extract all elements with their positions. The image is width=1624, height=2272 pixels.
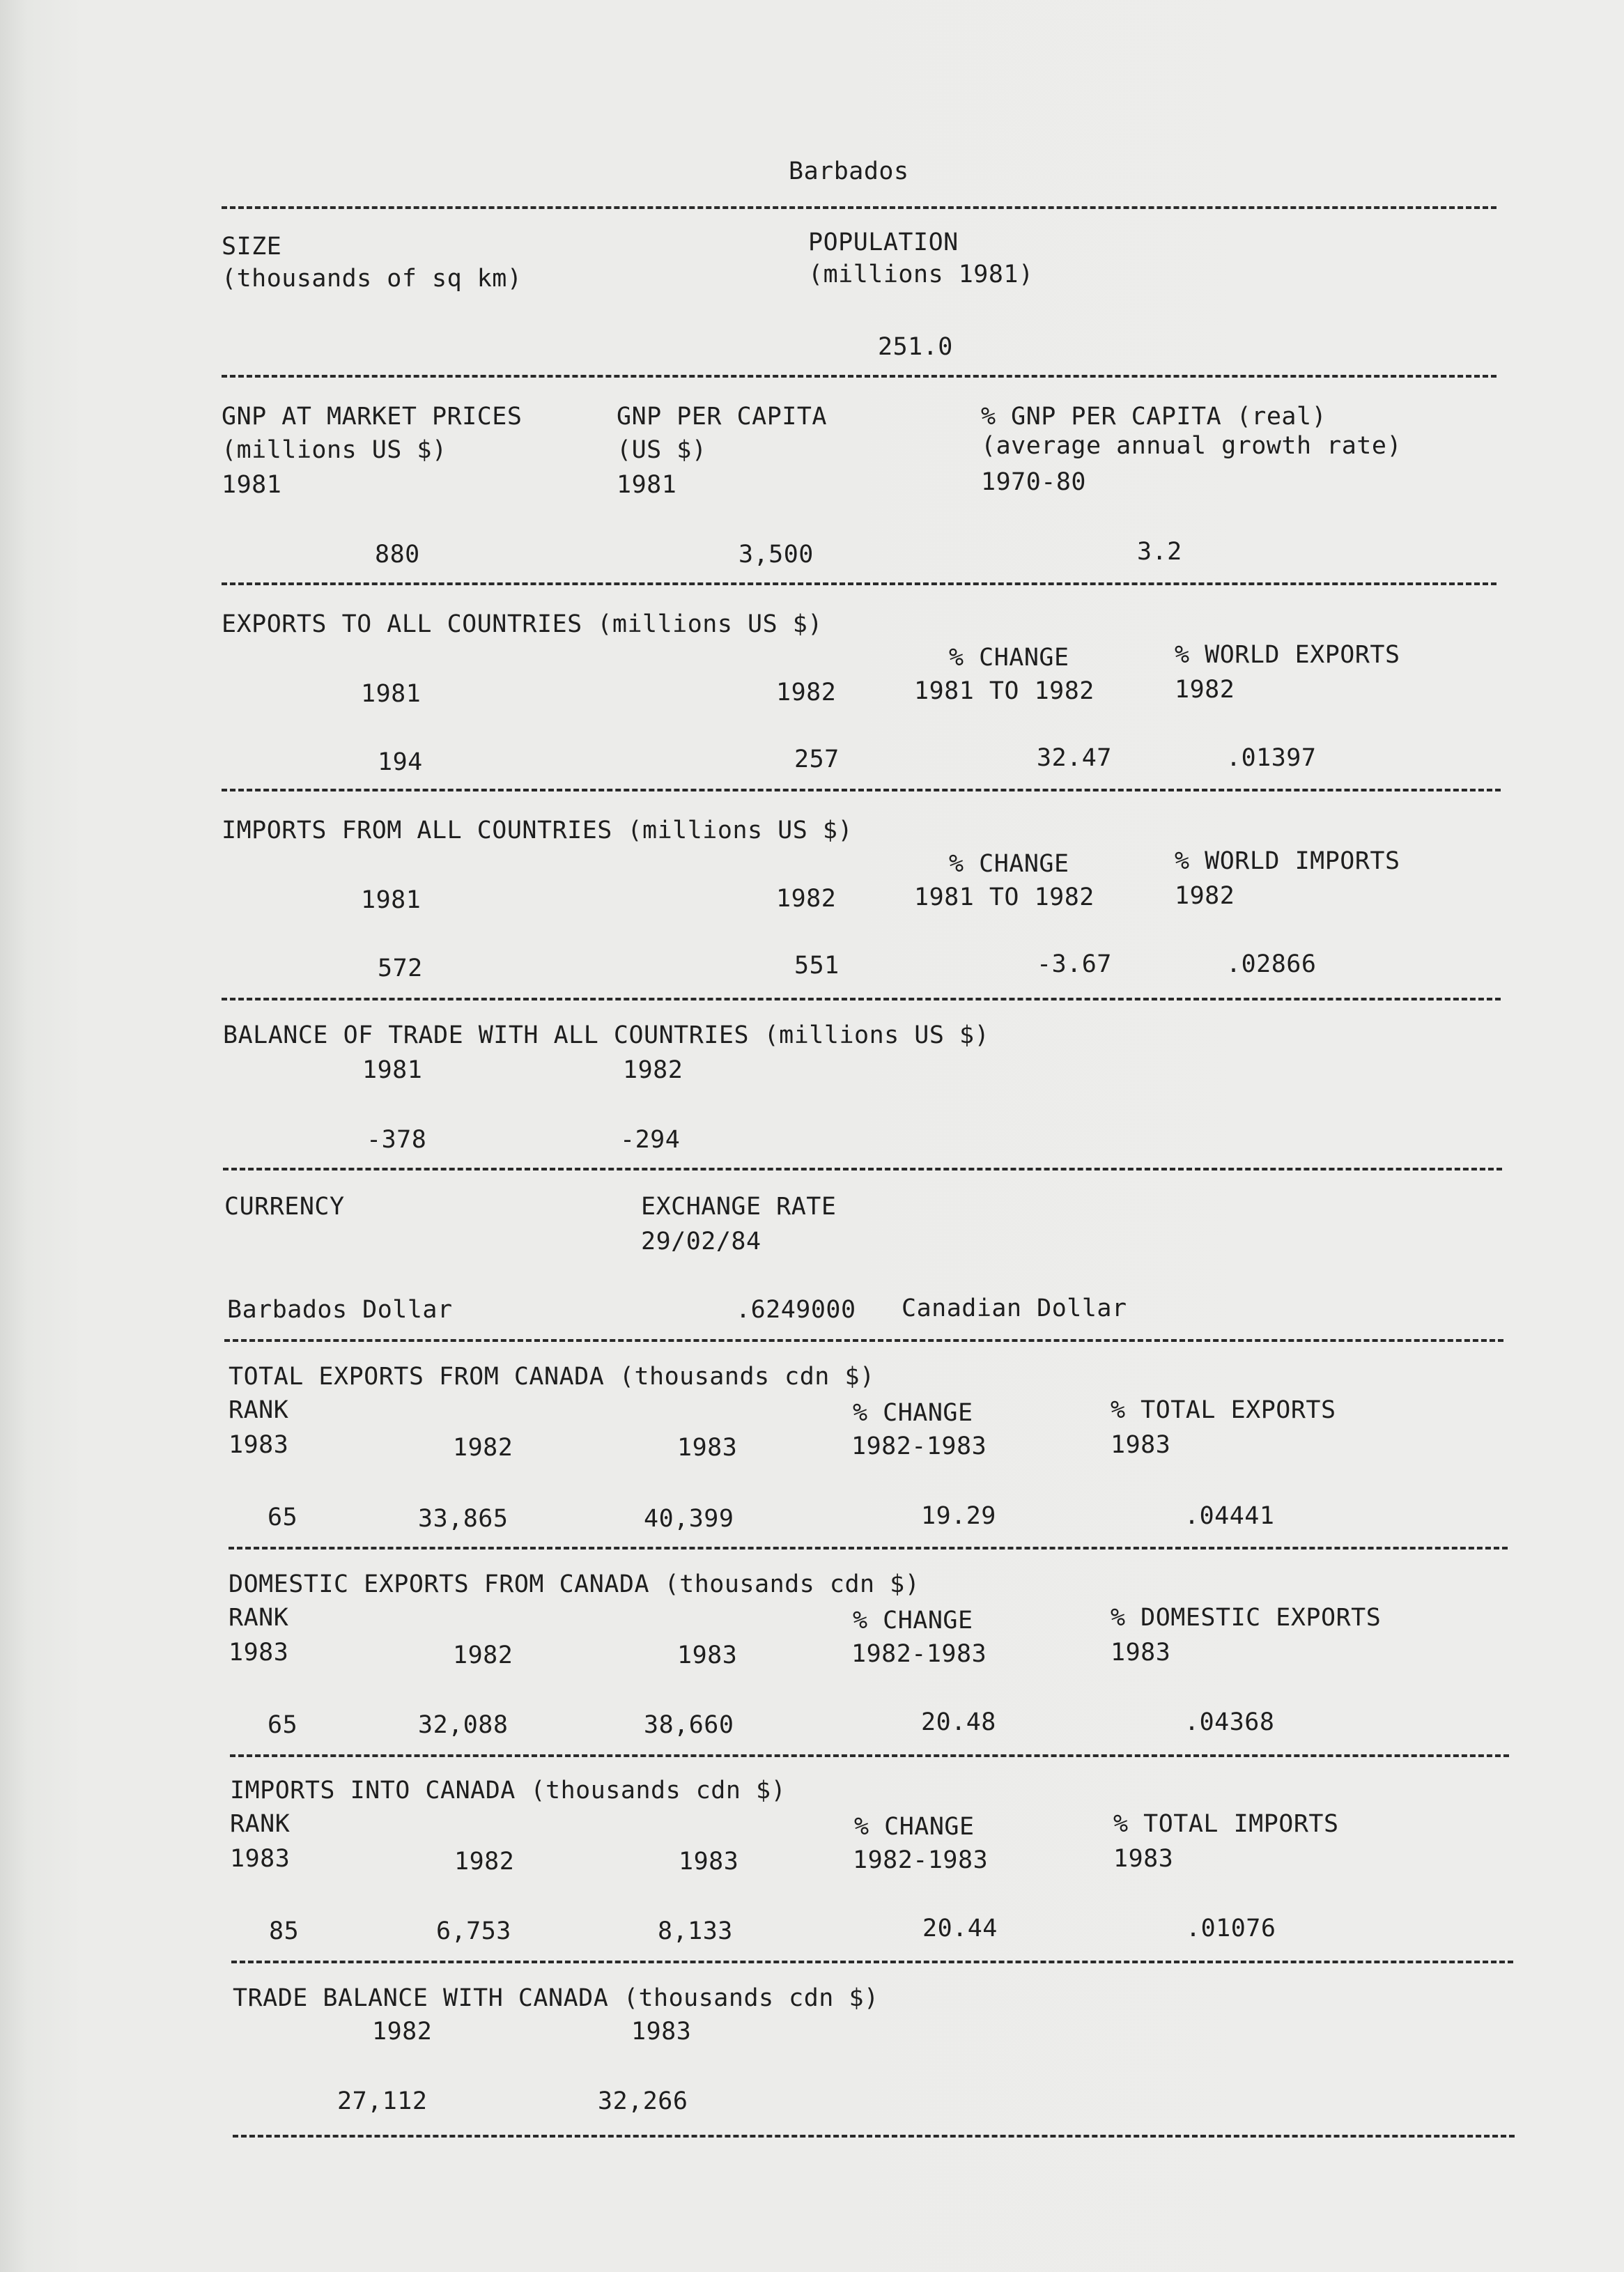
population-label: POPULATION	[808, 229, 959, 256]
divider	[222, 998, 1501, 1000]
imports-canada-change-years: 1982-1983	[853, 1846, 989, 1874]
divider	[233, 2135, 1515, 2138]
exports-all-world-value: .01397	[1226, 744, 1317, 772]
balance-all-col-1981: 1981	[362, 1056, 423, 1084]
domestic-exports-title: DOMESTIC EXPORTS FROM CANADA (thousands cdn $)	[229, 1570, 920, 1598]
domestic-exports-pct-label: % DOMESTIC EXPORTS	[1111, 1604, 1382, 1632]
domestic-exports-rank-year: 1983	[229, 1639, 289, 1667]
imports-canada-col-1983: 1983	[679, 1848, 739, 1876]
balance-all-title: BALANCE OF TRADE WITH ALL COUNTRIES (millions US $)	[223, 1021, 990, 1049]
gnp-per-capita-year: 1981	[617, 471, 677, 499]
gnp-market-label: GNP AT MARKET PRICES	[222, 403, 523, 431]
imports-canada-value-1983: 8,133	[658, 1917, 733, 1945]
imports-all-value-1982: 551	[794, 952, 840, 980]
divider	[222, 789, 1501, 791]
gnp-real-unit: (average annual growth rate)	[981, 432, 1402, 460]
imports-all-world-year: 1982	[1175, 882, 1235, 910]
exports-all-change-years: 1981 TO 1982	[914, 677, 1095, 705]
trade-balance-canada-title: TRADE BALANCE WITH CANADA (thousands cdn $)	[233, 1984, 879, 2012]
divider	[222, 206, 1497, 209]
imports-canada-change-label: % CHANGE	[854, 1813, 975, 1841]
exchange-rate-value: .6249000	[736, 1296, 856, 1324]
trade-balance-canada-col-1983: 1983	[631, 2018, 692, 2046]
divider	[230, 1754, 1509, 1757]
imports-all-change-value: -3.67	[1037, 950, 1112, 978]
exports-all-change-label: % CHANGE	[949, 644, 1069, 672]
gnp-market-unit: (millions US $)	[222, 436, 447, 464]
gnp-per-capita-label: GNP PER CAPITA	[617, 403, 828, 431]
domestic-exports-value-1982: 32,088	[418, 1711, 509, 1739]
imports-canada-col-1982: 1982	[454, 1848, 515, 1876]
total-exports-rank-value: 65	[268, 1504, 298, 1531]
imports-all-world-value: .02866	[1226, 950, 1317, 978]
total-exports-pct-label: % TOTAL EXPORTS	[1111, 1396, 1336, 1424]
exports-all-world-year: 1982	[1175, 676, 1235, 704]
imports-all-col-1982: 1982	[776, 885, 837, 913]
total-exports-change-years: 1982-1983	[851, 1432, 987, 1460]
gnp-per-capita-value: 3,500	[738, 541, 814, 569]
exchange-rate-currency: Canadian Dollar	[902, 1295, 1127, 1322]
total-exports-pct-value: .04441	[1184, 1502, 1275, 1530]
exports-all-title: EXPORTS TO ALL COUNTRIES (millions US $)	[222, 610, 823, 638]
domestic-exports-value-1983: 38,660	[644, 1711, 734, 1739]
divider	[229, 1547, 1508, 1550]
exports-all-col-1982: 1982	[776, 679, 837, 706]
divider	[222, 375, 1497, 378]
gnp-market-year: 1981	[222, 471, 282, 499]
population-unit: (millions 1981)	[808, 261, 1034, 288]
exports-all-world-label: % WORLD EXPORTS	[1175, 641, 1400, 669]
page-title: Barbados	[789, 157, 909, 185]
domestic-exports-change-years: 1982-1983	[851, 1640, 987, 1668]
gnp-market-value: 880	[375, 541, 420, 569]
domestic-exports-change-value: 20.48	[921, 1708, 996, 1736]
total-exports-value-1983: 40,399	[644, 1505, 734, 1533]
imports-canada-value-1982: 6,753	[436, 1917, 511, 1945]
exports-all-value-1981: 194	[378, 748, 423, 776]
imports-all-value-1981: 572	[378, 955, 423, 982]
imports-canada-pct-label: % TOTAL IMPORTS	[1113, 1810, 1339, 1838]
imports-canada-title: IMPORTS INTO CANADA (thousands cdn $)	[230, 1777, 787, 1805]
divider	[231, 1961, 1513, 1963]
gnp-real-years: 1970-80	[981, 468, 1087, 496]
divider	[222, 582, 1497, 585]
balance-all-col-1982: 1982	[623, 1056, 683, 1084]
total-exports-rank-year: 1983	[229, 1431, 289, 1459]
exchange-rate-label: EXCHANGE RATE	[641, 1193, 837, 1221]
currency-name: Barbados Dollar	[227, 1296, 453, 1324]
trade-balance-canada-value-1982: 27,112	[337, 2087, 428, 2115]
trade-balance-canada-col-1982: 1982	[372, 2018, 433, 2046]
trade-balance-canada-value-1983: 32,266	[598, 2087, 688, 2115]
total-exports-col-1983: 1983	[677, 1434, 738, 1462]
gnp-real-label: % GNP PER CAPITA (real)	[981, 403, 1327, 431]
imports-canada-change-value: 20.44	[922, 1915, 998, 1942]
exports-all-col-1981: 1981	[361, 680, 422, 708]
exchange-rate-date: 29/02/84	[641, 1228, 761, 1255]
domestic-exports-pct-year: 1983	[1111, 1639, 1171, 1667]
population-value: 251.0	[878, 333, 953, 361]
imports-all-change-years: 1981 TO 1982	[914, 883, 1095, 911]
total-exports-change-label: % CHANGE	[853, 1399, 973, 1427]
imports-all-world-label: % WORLD IMPORTS	[1175, 847, 1400, 875]
imports-canada-pct-value: .01076	[1186, 1915, 1276, 1942]
domestic-exports-col-1982: 1982	[453, 1641, 513, 1669]
total-exports-title: TOTAL EXPORTS FROM CANADA (thousands cdn $)	[229, 1363, 875, 1391]
gnp-real-value: 3.2	[1137, 538, 1182, 566]
size-label: SIZE	[222, 233, 282, 261]
domestic-exports-rank-label: RANK	[229, 1604, 289, 1632]
total-exports-change-value: 19.29	[921, 1502, 996, 1530]
domestic-exports-pct-value: .04368	[1184, 1708, 1275, 1736]
exports-all-value-1982: 257	[794, 745, 840, 773]
imports-canada-rank-label: RANK	[230, 1810, 291, 1838]
total-exports-rank-label: RANK	[229, 1396, 289, 1424]
currency-label: CURRENCY	[224, 1193, 345, 1221]
balance-all-value-1982: -294	[620, 1126, 681, 1154]
domestic-exports-col-1983: 1983	[677, 1641, 738, 1669]
exports-all-change-value: 32.47	[1037, 744, 1112, 772]
total-exports-col-1982: 1982	[453, 1434, 513, 1462]
balance-all-value-1981: -378	[366, 1126, 427, 1154]
total-exports-value-1982: 33,865	[418, 1505, 509, 1533]
imports-all-change-label: % CHANGE	[949, 850, 1069, 878]
total-exports-pct-year: 1983	[1111, 1431, 1171, 1459]
divider	[223, 1168, 1502, 1170]
imports-all-col-1981: 1981	[361, 886, 422, 914]
imports-all-title: IMPORTS FROM ALL COUNTRIES (millions US $)	[222, 817, 853, 844]
imports-canada-rank-year: 1983	[230, 1845, 291, 1873]
imports-canada-pct-year: 1983	[1113, 1845, 1174, 1873]
domestic-exports-change-label: % CHANGE	[853, 1607, 973, 1635]
size-unit: (thousands of sq km)	[222, 265, 523, 293]
divider	[224, 1339, 1503, 1342]
domestic-exports-rank-value: 65	[268, 1711, 298, 1739]
imports-canada-rank-value: 85	[269, 1917, 300, 1945]
gnp-per-capita-unit: (US $)	[617, 436, 707, 464]
